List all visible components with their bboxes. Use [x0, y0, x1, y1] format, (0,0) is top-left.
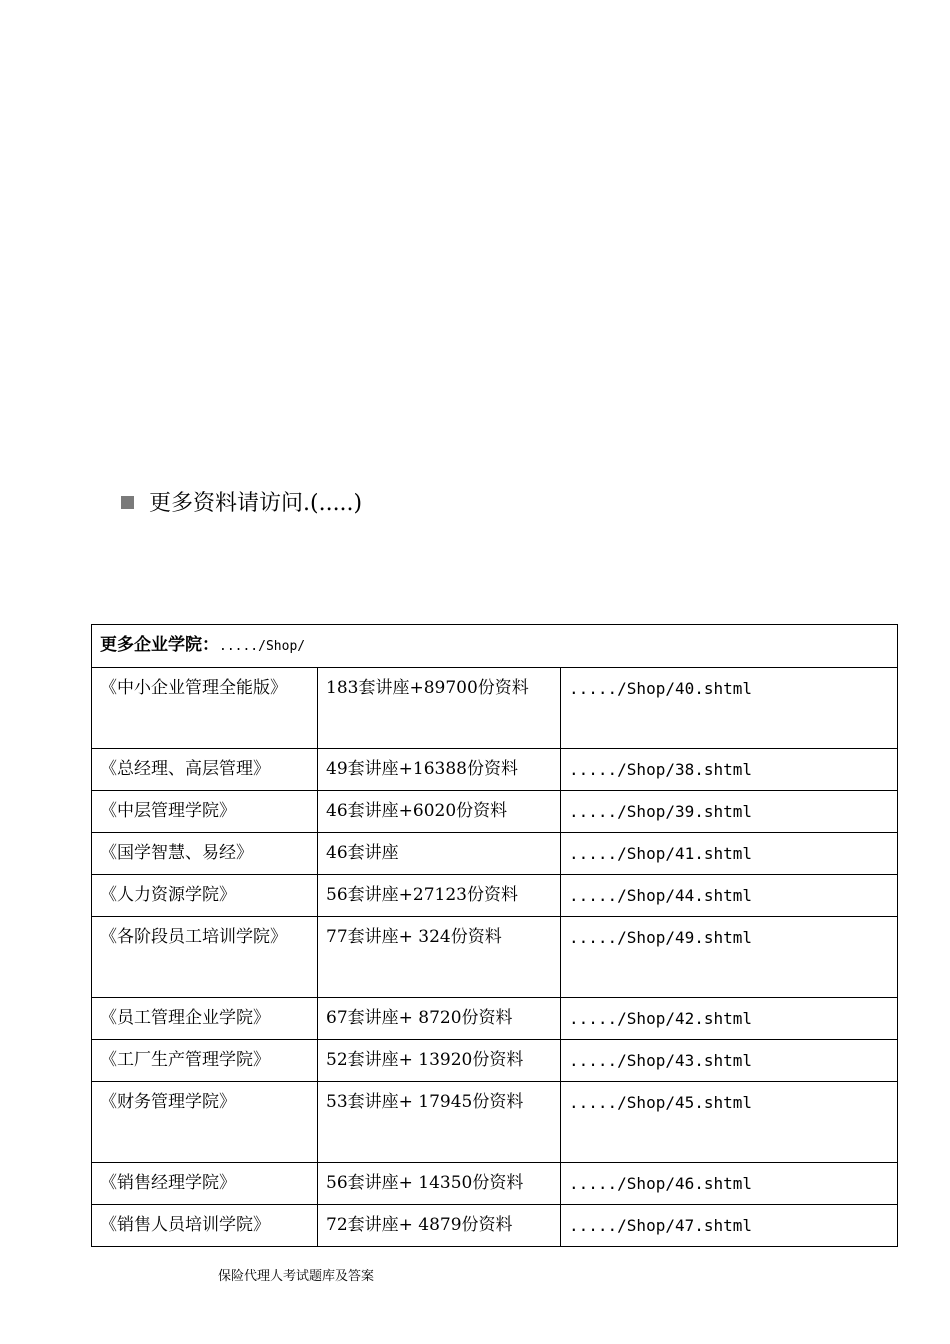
course-url[interactable]: ...../Shop/47.shtml — [561, 1205, 898, 1247]
notice-text: 更多资料请访问.(.....) — [149, 490, 363, 516]
course-url[interactable]: ...../Shop/49.shtml — [561, 917, 898, 998]
course-desc: 53套讲座+ 17945份资料 — [318, 1082, 561, 1163]
table-row — [92, 917, 898, 998]
course-url[interactable]: ...../Shop/45.shtml — [561, 1082, 898, 1163]
table-row — [92, 1205, 898, 1247]
shop-table — [91, 624, 898, 1247]
course-name: 《中层管理学院》 — [92, 791, 318, 833]
course-desc: 56套讲座+27123份资料 — [318, 875, 561, 917]
course-name: 《工厂生产管理学院》 — [92, 1040, 318, 1082]
course-desc: 52套讲座+ 13920份资料 — [318, 1040, 561, 1082]
table-header-cell — [92, 625, 898, 668]
course-desc: 56套讲座+ 14350份资料 — [318, 1163, 561, 1205]
table-row — [92, 668, 898, 749]
course-name: 《销售经理学院》 — [92, 1163, 318, 1205]
table-header-row — [92, 625, 898, 668]
course-url[interactable]: ...../Shop/46.shtml — [561, 1163, 898, 1205]
table-row — [92, 749, 898, 791]
course-url[interactable]: ...../Shop/43.shtml — [561, 1040, 898, 1082]
course-name: 《各阶段员工培训学院》 — [92, 917, 318, 998]
course-url[interactable]: ...../Shop/42.shtml — [561, 998, 898, 1040]
table-row — [92, 1163, 898, 1205]
course-url[interactable]: ...../Shop/39.shtml — [561, 791, 898, 833]
course-url[interactable]: ...../Shop/38.shtml — [561, 749, 898, 791]
square-bullet-icon — [121, 496, 134, 509]
course-desc: 77套讲座+ 324份资料 — [318, 917, 561, 998]
notice-line — [121, 484, 362, 518]
course-desc: 46套讲座 — [318, 833, 561, 875]
course-url[interactable]: ...../Shop/41.shtml — [561, 833, 898, 875]
table-row — [92, 791, 898, 833]
course-name: 《销售人员培训学院》 — [92, 1205, 318, 1247]
table-row — [92, 998, 898, 1040]
table-row — [92, 875, 898, 917]
course-url[interactable]: ...../Shop/40.shtml — [561, 668, 898, 749]
course-name: 《中小企业管理全能版》 — [92, 668, 318, 749]
course-desc: 46套讲座+6020份资料 — [318, 791, 561, 833]
course-desc: 72套讲座+ 4879份资料 — [318, 1205, 561, 1247]
table-row — [92, 833, 898, 875]
course-name: 《财务管理学院》 — [92, 1082, 318, 1163]
course-desc: 49套讲座+16388份资料 — [318, 749, 561, 791]
header-url[interactable]: ...../Shop/ — [219, 639, 306, 654]
table-row — [92, 1040, 898, 1082]
table-row — [92, 1082, 898, 1163]
course-desc: 67套讲座+ 8720份资料 — [318, 998, 561, 1040]
course-name: 《国学智慧、易经》 — [92, 833, 318, 875]
course-name: 《总经理、高层管理》 — [92, 749, 318, 791]
course-desc: 183套讲座+89700份资料 — [318, 668, 561, 749]
course-name: 《人力资源学院》 — [92, 875, 318, 917]
page-footer: 保险代理人考试题库及答案 — [218, 1269, 375, 1284]
course-url[interactable]: ...../Shop/44.shtml — [561, 875, 898, 917]
header-label: 更多企业学院： — [100, 635, 219, 655]
course-name: 《员工管理企业学院》 — [92, 998, 318, 1040]
